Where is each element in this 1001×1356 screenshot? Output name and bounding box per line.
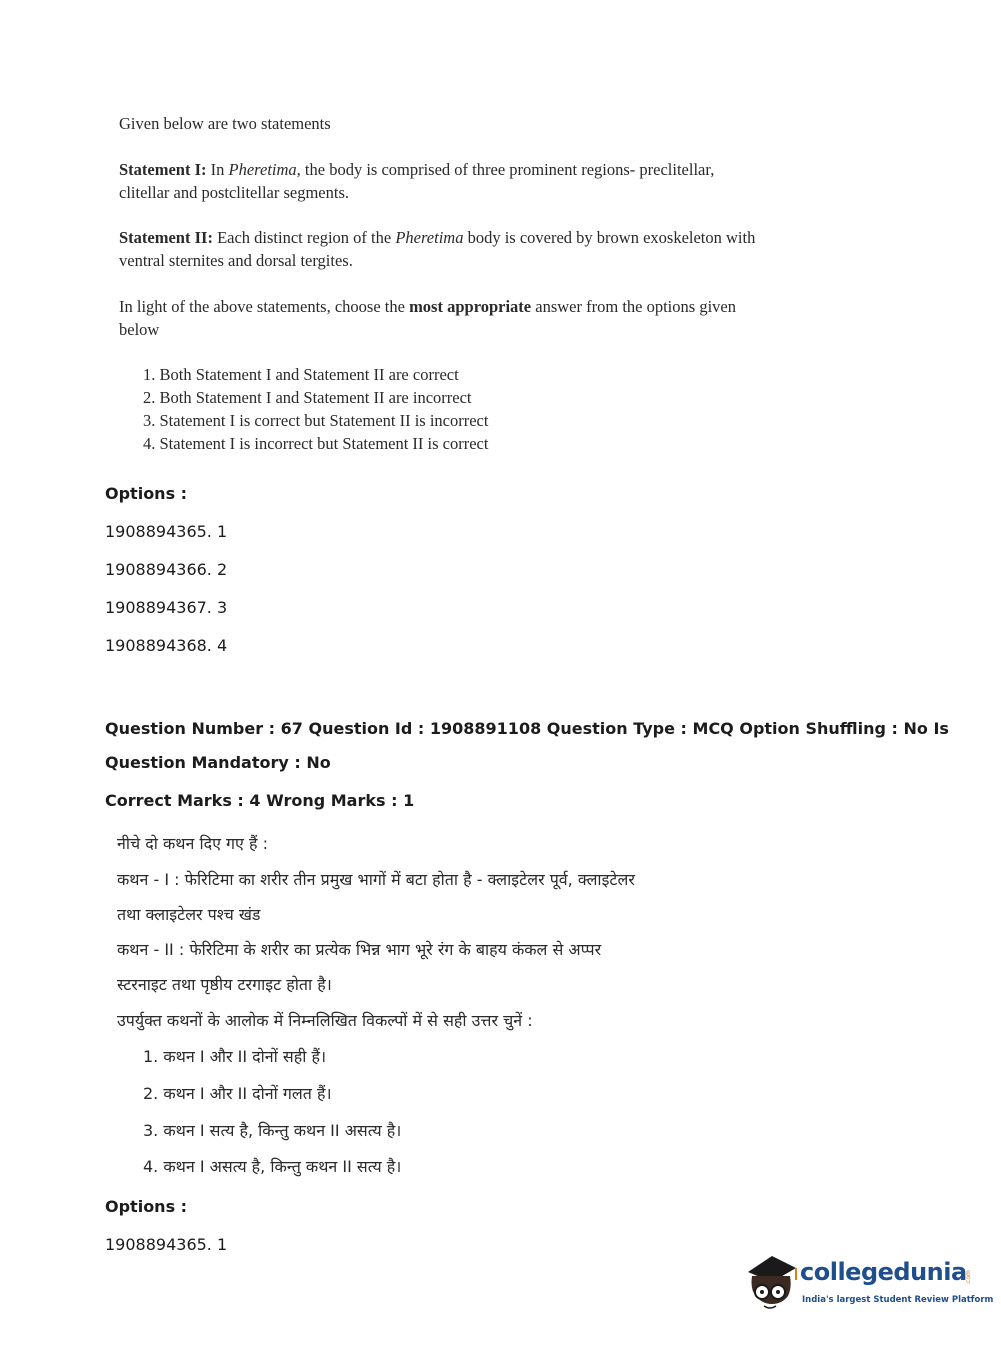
question-intro: Given below are two statements <box>119 114 331 133</box>
hindi-choice-2: 2. कथन I और II दोनों गलत हैं। <box>143 1084 332 1103</box>
statement-1-text-pre: In <box>206 160 229 179</box>
option-item: 1908894365. 1 <box>105 1235 228 1254</box>
statement-1-italic: Pheretima, <box>228 160 301 179</box>
hindi-instruction: उपर्युक्त कथनों के आलोक में निम्नलिखित विकल्पों में से सही उत्तर चुनें : <box>117 1011 533 1030</box>
statement-2-line2: ventral sternites and dorsal tergites. <box>119 251 353 270</box>
instruction-pre: In light of the above statements, choose the <box>119 297 410 316</box>
choice-3: 3. Statement I is correct but Statement II is incorrect <box>143 411 489 430</box>
statement-1-line2: clitellar and postclitellar segments. <box>119 183 350 202</box>
instruction-line2: below <box>119 320 160 339</box>
logo-wordmark: collegedunia <box>800 1258 967 1286</box>
option-item: 1908894365. 1 <box>105 522 228 541</box>
options-label: Options : <box>105 484 188 503</box>
statement-1-text-rest: the body is comprised of three prominent regions- preclitellar, <box>300 160 715 179</box>
hindi-intro: नीचे दो कथन दिए गए हैं : <box>117 834 268 853</box>
statement-1-line1 <box>119 160 714 180</box>
statement-2-italic: Pheretima <box>395 228 464 247</box>
hindi-choice-3: 3. कथन I सत्य है, किन्तु कथन II असत्य है। <box>143 1121 402 1140</box>
hindi-choice-4: 4. कथन I असत्य है, किन्तु कथन II सत्य है। <box>143 1157 402 1176</box>
statement-2-label: Statement II: <box>119 228 213 247</box>
statement-2-line1 <box>119 228 755 248</box>
hindi-statement-1-line2: तथा क्लाइटेलर पश्च खंड <box>117 905 261 924</box>
option-item: 1908894366. 2 <box>105 560 228 579</box>
hindi-statement-1-line1: कथन - I : फेरिटिमा का शरीर तीन प्रमुख भागों में बटा होता है - क्लाइटेलर पूर्व, क्लाइटेलर <box>117 870 635 889</box>
choice-2: 2. Both Statement I and Statement II are incorrect <box>143 388 472 407</box>
hindi-statement-2-line1: कथन - II : फेरिटिमा के शरीर का प्रत्येक भिन्न भाग भूरे रंग के बाहय कंकल से अप्पर <box>117 940 602 959</box>
question-header: Question Number : 67 Question Id : 1908891108 Question Type : MCQ Option Shuffling : No Is <box>105 719 949 738</box>
statement-2-text-pre: Each distinct region of the <box>212 228 396 247</box>
question-marks: Correct Marks : 4 Wrong Marks : 1 <box>105 791 415 810</box>
options-label: Options : <box>105 1197 188 1216</box>
question-image-english <box>0 0 1001 460</box>
instruction-bold: most appropriate <box>409 297 532 316</box>
logo-tagline: India's largest Student Review Platform <box>802 1295 994 1305</box>
option-item: 1908894368. 4 <box>105 636 228 655</box>
choice-1: 1. Both Statement I and Statement II are correct <box>143 365 459 384</box>
option-item: 1908894367. 3 <box>105 598 228 617</box>
hindi-statement-2-line2: स्टरनाइट तथा पृष्ठीय टरगाइट होता है। <box>117 975 332 994</box>
question-mandatory: Question Mandatory : No <box>105 753 331 772</box>
choice-4: 4. Statement I is incorrect but Statement II is correct <box>143 434 489 453</box>
statement-2-text-rest: body is covered by brown exoskeleton with <box>463 228 756 247</box>
collegedunia-logo[interactable] <box>742 1250 994 1320</box>
hindi-choice-1: 1. कथन I और II दोनों सही हैं। <box>143 1047 327 1066</box>
statement-1-label: Statement I: <box>119 160 207 179</box>
instruction-post: answer from the options given <box>531 297 736 316</box>
logo-suffix: .com <box>964 1270 972 1285</box>
instruction-line1 <box>119 297 736 317</box>
mascot-icon <box>742 1250 798 1316</box>
